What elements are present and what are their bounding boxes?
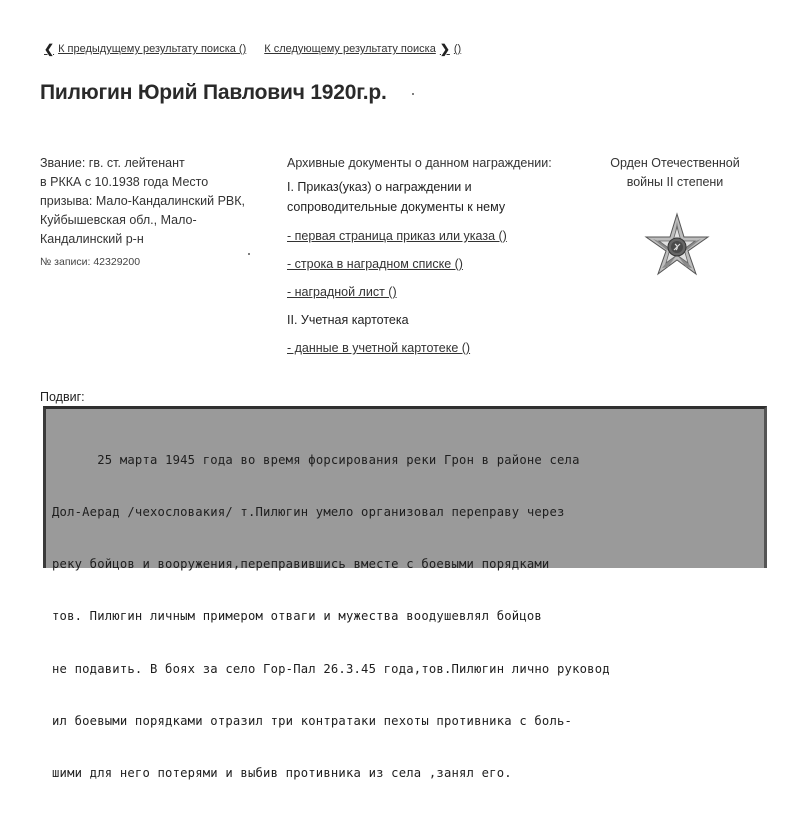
next-result-suffix: () — [453, 43, 462, 55]
archive-header: Архивные документы о данном награждении: — [287, 156, 552, 170]
award-name — [600, 154, 750, 192]
order-first-page-link[interactable]: - первая страница приказ или указа () — [287, 229, 507, 243]
record-number: № записи: 42329200 — [40, 256, 141, 268]
search-navigation — [44, 42, 461, 56]
section-order — [287, 177, 587, 217]
region-line: Куйбышевская обл., Мало- — [40, 213, 197, 227]
award-sheet-link[interactable]: - наградной лист () — [287, 285, 397, 299]
district-line: Кандалинский р-н — [40, 232, 144, 246]
person-info — [40, 154, 270, 272]
award-name-line2: войны II степени — [626, 175, 724, 189]
rank-line: Звание: гв. ст. лейтенант — [40, 156, 185, 170]
scan-speck — [412, 93, 414, 95]
scan-line: 25 марта 1945 года во время форсирования реки Грон в районе села — [52, 452, 580, 467]
card-index-data-link[interactable]: - данные в учетной картотеке () — [287, 341, 471, 355]
award-list-row-link[interactable]: - строка в наградном списке () — [287, 257, 463, 271]
scan-speck — [248, 253, 250, 255]
next-result-label: К следующему результату поиска — [264, 43, 436, 55]
scan-line: реку бойцов и вооружения,переправившись вместе с боевыми порядками — [52, 557, 550, 572]
order-patriotic-war-medal-icon — [642, 212, 712, 282]
award-name-line1: Орден Отечественной — [610, 156, 740, 170]
section-order-line1: I. Приказ(указ) о награждении и — [287, 180, 472, 194]
draft-line: призыва: Мало-Кандалинский РВК, — [40, 194, 246, 208]
feat-label: Подвиг: — [40, 390, 85, 404]
scan-line: шими для него потерями и выбив противника из села ,занял его. — [52, 766, 512, 781]
prev-result-link[interactable] — [44, 42, 246, 56]
scan-line: не подавить. В боях за село Гор-Пал 26.3.45 года,тов.Пилюгин лично руковод — [52, 661, 610, 676]
service-line: в РККА с 10.1938 года Место — [40, 175, 209, 189]
scan-line: тов. Пилюгин личным примером отваги и мужества воодушевлял бойцов — [52, 609, 542, 624]
scan-line: ил боевыми порядками отразил три контратаки пехоты противника с боль- — [52, 713, 573, 728]
page-title: Пилюгин Юрий Павлович 1920г.р. — [40, 81, 387, 104]
feat-scan-text — [46, 409, 764, 817]
chevron-right-icon: ❯ — [439, 42, 450, 56]
section-order-line2: сопроводительные документы к нему — [287, 200, 506, 214]
scan-line: Дол-Аерад /чехословакия/ т.Пилюгин умело организовал переправу через — [52, 505, 565, 520]
archive-documents — [287, 154, 587, 357]
section-card-index: II. Учетная картотека — [287, 313, 409, 327]
next-result-link[interactable] — [264, 42, 461, 56]
prev-result-label: К предыдущему результату поиска () — [58, 43, 247, 55]
chevron-left-icon: ❮ — [44, 42, 55, 56]
feat-document-scan — [43, 406, 767, 781]
